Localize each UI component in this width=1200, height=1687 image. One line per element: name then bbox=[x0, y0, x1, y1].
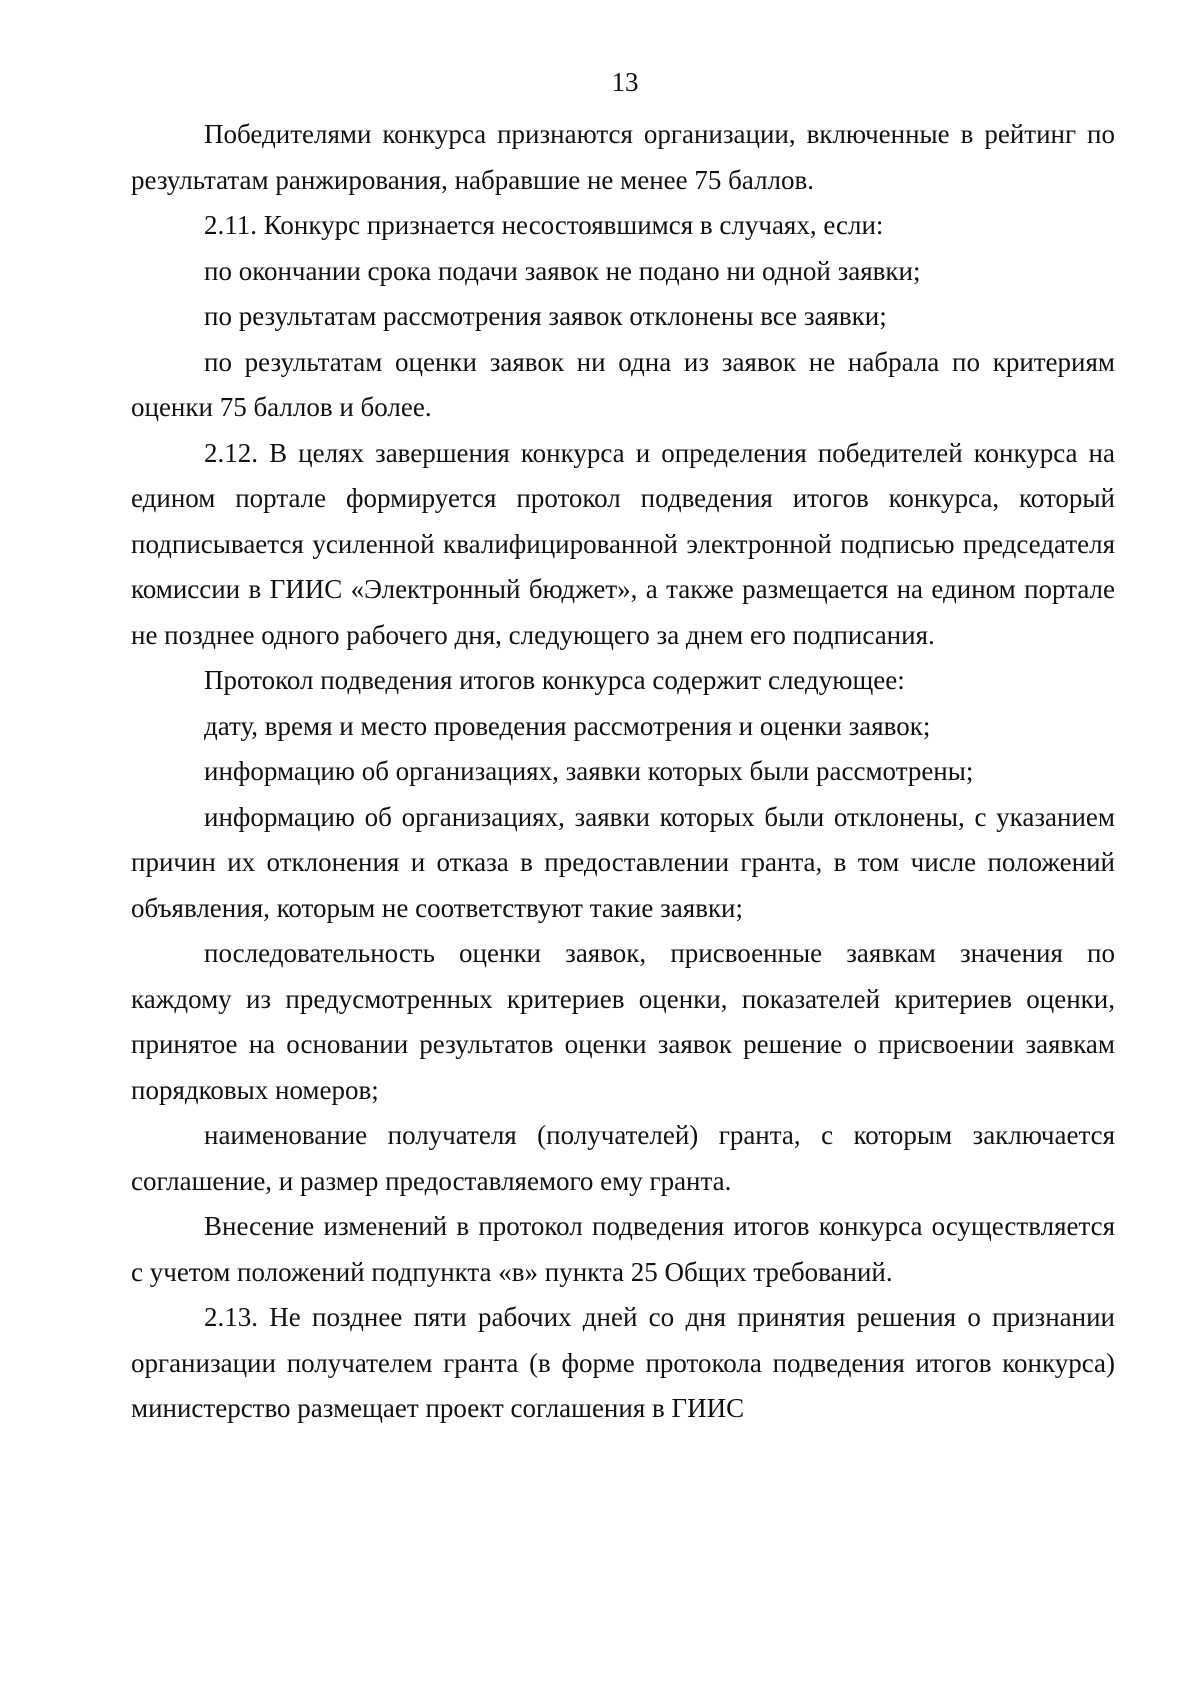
paragraph-evaluation-sequence: последовательность оценки заявок, присвоенные заявкам значения по каждому из предусмотренных критериев оценки, показателей критериев оценки, принятое на основании результатов оценки заявок решение о присвоении заявкам порядковых номеров; bbox=[131, 938, 1115, 1105]
paragraph-grant-recipient: наименование получателя (получателей) гранта, с которым заключается соглашение, и размер предоставляемого ему гранта. bbox=[131, 1120, 1115, 1196]
page-number: 13 bbox=[611, 67, 639, 97]
paragraph-all-rejected: по результатам рассмотрения заявок отклонены все заявки; bbox=[204, 301, 887, 331]
paragraph-rejected-orgs: информацию об организациях, заявки которых были отклонены, с указанием причин их отклонения и отказа в предоставлении гранта, в том числе положений объявления, которым не соответствуют такие заявки; bbox=[131, 801, 1115, 923]
paragraph-protocol-contents: Протокол подведения итогов конкурса содержит следующее: bbox=[204, 665, 905, 695]
paragraph-winners: Победителями конкурса признаются организации, включенные в рейтинг по результатам ранжирования, набравшие не менее 75 баллов. bbox=[131, 119, 1115, 195]
paragraph-2-12: 2.12. В целях завершения конкурса и определения победителей конкурса на едином портале формируется протокол подведения итогов конкурса, который подписывается усиленной квалифицированной электронной подписью председателя комиссии в ГИИС «Электронный бюджет», а также размещается на едином портале не позднее одного рабочего дня, следующего за днем его подписания. bbox=[131, 437, 1115, 650]
paragraph-2-13: 2.13. Не позднее пяти рабочих дней со дня принятия решения о признании организации получателем гранта (в форме протокола подведения итогов конкурса) министерство размещает проект соглашения в ГИИС bbox=[131, 1302, 1115, 1423]
paragraph-reviewed-orgs: информацию об организациях, заявки которых были рассмотрены; bbox=[204, 756, 974, 786]
paragraph-insufficient-score: по результатам оценки заявок ни одна из заявок не набрала по критериям оценки 75 баллов и более. bbox=[131, 346, 1115, 422]
paragraph-protocol-changes: Внесение изменений в протокол подведения итогов конкурса осуществляется с учетом положений подпункта «в» пункта 25 Общих требований. bbox=[131, 1211, 1115, 1287]
paragraph-no-applications: по окончании срока подачи заявок не подано ни одной заявки; bbox=[204, 255, 921, 286]
paragraph-2-11-heading: 2.11. Конкурс признается несостоявшимся в случаях, если: bbox=[204, 210, 884, 240]
paragraph-date-time-place: дату, время и место проведения рассмотрения и оценки заявок; bbox=[204, 710, 931, 741]
document-body bbox=[131, 112, 1115, 1432]
